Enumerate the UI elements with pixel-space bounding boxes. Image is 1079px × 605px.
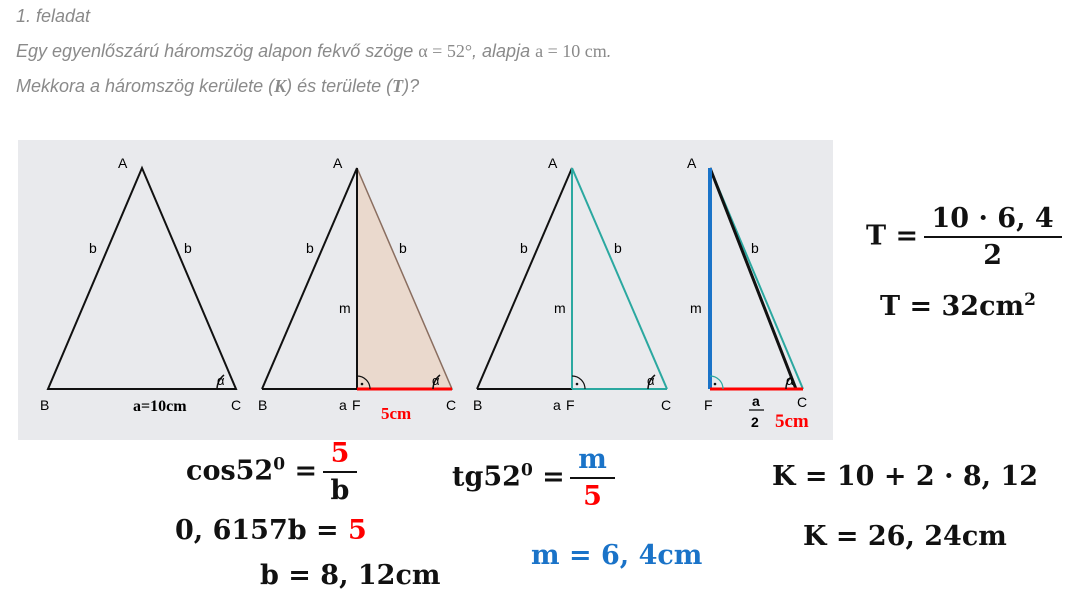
height-m-label: m: [690, 300, 702, 316]
half-fraction-denominator: 2: [751, 414, 759, 430]
side-a-label: a: [339, 397, 347, 413]
alpha-label: α: [786, 373, 794, 388]
perimeter-result: K = 26, 24cm: [803, 521, 1007, 552]
angle-value: α = 52°: [418, 41, 473, 61]
tg-equation: [452, 444, 611, 512]
side-b-label: b: [184, 240, 192, 256]
step2-lhs: 0, 6157b =: [175, 515, 349, 546]
right-angle-dot: [714, 383, 717, 386]
area-fraction: [928, 203, 1058, 271]
area-lhs: T =: [866, 220, 928, 252]
perimeter-equation: K = 10 + 2 · 8, 12: [772, 461, 1039, 492]
area-result-value: T = 32cm: [880, 291, 1025, 322]
equals-sign: =: [285, 455, 327, 487]
area-symbol: T: [392, 76, 404, 96]
base-label: a=10cm: [133, 398, 187, 415]
equals-sign: =: [532, 461, 575, 493]
base-value: a = 10 cm: [535, 41, 607, 61]
triangle-2: [258, 155, 456, 423]
side-b-label: b: [520, 240, 528, 256]
task-statement: [16, 41, 612, 62]
square-sup: 2: [1024, 290, 1036, 310]
question-text: ) és területe (: [286, 76, 393, 96]
b-result: b = 8, 12cm: [260, 560, 441, 591]
vertex-a-label: A: [548, 155, 558, 171]
height-m-label: m: [554, 300, 566, 316]
cos-numerator: 5: [330, 438, 350, 469]
alpha-label: α: [647, 373, 655, 388]
foot-f-label: F: [352, 397, 361, 413]
vertex-b-label: B: [473, 397, 483, 413]
side-b-label: b: [751, 240, 759, 256]
tg-numerator: m: [578, 444, 607, 475]
right-angle-arc: [572, 376, 585, 389]
side-b-label: b: [306, 240, 314, 256]
cos-equation: [186, 438, 353, 506]
alpha-label: α: [432, 373, 440, 388]
area-equation: [866, 203, 1058, 271]
step2-equation: [175, 515, 367, 546]
triangles-figure: [18, 140, 833, 440]
half-fraction-numerator: a: [752, 393, 760, 409]
triangle-3: [473, 155, 671, 413]
right-angle-dot: [576, 383, 579, 386]
tg-denominator: 5: [570, 477, 615, 512]
alpha-label: α: [217, 373, 225, 388]
cos-denominator: b: [323, 471, 358, 506]
foot-f-label: F: [704, 397, 713, 413]
area-result: [880, 290, 1036, 322]
right-angle-dot: [361, 383, 364, 386]
vertex-c-label: C: [797, 394, 808, 410]
triangle-4: [687, 155, 809, 432]
shaded-half: [357, 168, 452, 389]
half-base-value: 5cm: [381, 404, 412, 423]
step2-rhs: 5: [348, 515, 367, 546]
vertex-a-label: A: [333, 155, 343, 171]
right-side: [572, 168, 667, 389]
side-b-label: b: [89, 240, 97, 256]
m-result: m = 6, 4cm: [531, 540, 703, 571]
vertex-c-label: C: [446, 397, 457, 413]
perimeter-symbol: K: [274, 76, 287, 96]
task-number: 1. feladat: [16, 6, 91, 26]
task-question: [16, 76, 419, 97]
question-text: )?: [403, 76, 420, 96]
vertex-a-label: A: [118, 155, 128, 171]
cos-fraction: [327, 438, 354, 506]
triangle-1: [40, 155, 241, 415]
statement-text: .: [606, 41, 612, 61]
triangle-outline: [48, 168, 236, 389]
degree-sup: 0: [273, 454, 286, 475]
statement-text: , alapja: [472, 41, 536, 61]
side-b-label: b: [614, 240, 622, 256]
question-text: Mekkora a háromszög kerülete (: [16, 76, 275, 96]
left-side: [262, 168, 357, 389]
height-m-label: m: [339, 300, 351, 316]
tg-lhs: tg52: [452, 461, 521, 493]
degree-sup: 0: [520, 460, 533, 481]
foot-f-label: F: [566, 397, 575, 413]
side-a-label: a: [553, 397, 561, 413]
vertex-b-label: B: [40, 397, 50, 413]
area-denominator: 2: [924, 236, 1062, 271]
half-base-value: 5cm: [775, 411, 809, 432]
vertex-c-label: C: [231, 397, 242, 413]
statement-text: Egy egyenlőszárú háromszög alapon fekvő szöge: [16, 41, 419, 61]
left-side: [477, 168, 572, 389]
vertex-b-label: B: [258, 397, 268, 413]
side-b-black: [710, 168, 796, 389]
tg-fraction: [574, 444, 611, 512]
vertex-c-label: C: [661, 397, 672, 413]
area-numerator: 10 · 6, 4: [931, 203, 1054, 234]
side-b-label: b: [399, 240, 407, 256]
vertex-a-label: A: [687, 155, 697, 171]
cos-lhs: cos52: [186, 455, 274, 487]
figure-panel: [18, 140, 833, 440]
